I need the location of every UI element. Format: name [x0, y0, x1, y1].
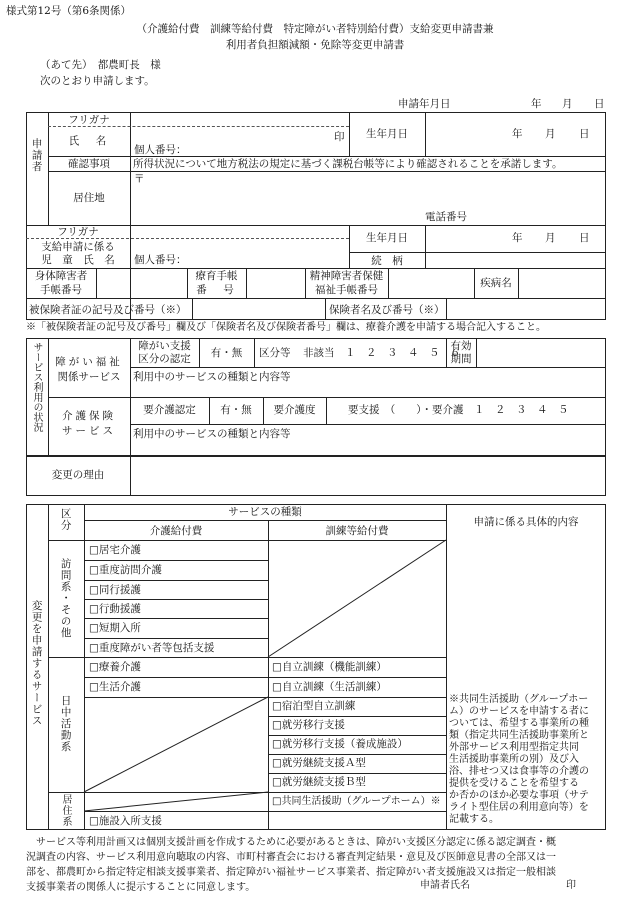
- training-item-employment-b[interactable]: □就労継続支援Ｂ型: [272, 776, 366, 788]
- insurer-label: 保険者名及び番号（※）: [329, 304, 445, 316]
- rehab-handbook-label-2: 番 号: [196, 284, 237, 296]
- home-item-facility-admission[interactable]: □施設入所支援: [89, 815, 162, 827]
- applicant-birth-day: 日: [579, 128, 590, 140]
- child-furigana-label: フリガナ: [57, 226, 99, 238]
- change-reason-label: 変更の理由: [51, 469, 105, 481]
- care-insurance-label-2: サービス: [62, 425, 116, 437]
- insurance-note: ※「被保険者証の記号及び番号」欄及び「保険者名及び保険者番号」欄は、療養介護を申請する場合記入すること。: [26, 322, 546, 333]
- support-class-cert-2: 区分の認定: [138, 353, 191, 365]
- support-class-cert-1: 障がい支援: [138, 340, 191, 352]
- applicant-name-label: 氏 名: [68, 135, 110, 147]
- category-label: 区分: [59, 508, 72, 531]
- valid-period-label-1: 有効: [450, 340, 472, 352]
- visit-group-label: 訪問系・その他: [59, 558, 72, 639]
- care-benefit-header: 介護給付費: [149, 525, 203, 537]
- training-item-employment-transition[interactable]: □就労移行支援: [272, 719, 345, 731]
- training-item-lodging[interactable]: □宿泊型自立訓練: [272, 700, 356, 712]
- welfare-current-services: 利用中のサービスの種類と内容等: [133, 371, 291, 383]
- child-birth-day: 日: [579, 232, 590, 244]
- child-birth-month: 月: [545, 232, 556, 244]
- application-date-label: 申請年月日: [398, 98, 451, 110]
- training-benefit-header: 訓練等給付費: [325, 525, 389, 537]
- home-group-label: 居住系: [60, 794, 71, 827]
- applicant-birth-month: 月: [545, 128, 556, 140]
- child-mynumber-label: 個人番号：: [134, 254, 187, 266]
- physical-handbook-label-2: 手帳番号: [40, 284, 82, 296]
- signer-seal-mark: 印: [566, 880, 576, 891]
- details-field[interactable]: [447, 541, 605, 691]
- physical-handbook-label-1: 身体障害者: [34, 270, 88, 282]
- child-name-label-2: 児 童 氏 名: [41, 254, 115, 266]
- training-item-group-home[interactable]: □共同生活援助（グループホーム）※: [272, 796, 441, 807]
- class-label: 区分等: [259, 347, 291, 359]
- visit-item-behavior[interactable]: □行動援護: [89, 603, 141, 615]
- signer-name-label: 申請者氏名: [420, 880, 470, 891]
- intro-text: 次のとおり申請します。: [40, 75, 155, 87]
- insured-number-label: 被保険者証の記号及び番号（※）: [29, 304, 187, 316]
- address-label: 居住地: [73, 192, 105, 204]
- care-insurance-label-1: 介護保険: [62, 410, 116, 422]
- applicant-furigana-label: フリガナ: [68, 114, 110, 126]
- child-birth-label: 生年月日: [366, 232, 408, 244]
- valid-period-label-2: 期間: [450, 353, 472, 365]
- mental-handbook-label-1: 精神障害者保健: [309, 270, 384, 282]
- applicant-section-label: 申請者: [30, 138, 43, 173]
- visit-item-home-care[interactable]: □居宅介護: [89, 544, 141, 556]
- visit-item-severe-visit[interactable]: □重度訪問介護: [89, 564, 162, 576]
- group-home-note: ※共同生活援助（グループホー ム）のサービスを申請する者に ついては、希望する事業所の種 類（指定共同生活援助事業所と 外部サービス利用型指定共同 生活援助事業所の別）及び入 浴、排せつ又は食事等の介護の 提供を受けることを希望する か否かのほか必要な事項（サテ ライト型住居の利用意向等）を 記載する。: [449, 694, 589, 825]
- addressee: （あて先） 都農町長 様: [40, 59, 161, 71]
- care-cert-yes-no[interactable]: 有・無: [220, 404, 252, 416]
- welfare-label-2: 関係サービス: [57, 371, 121, 383]
- day-item-life-care[interactable]: □生活介護: [89, 681, 141, 693]
- service-status-section-label: サービス利用の状況: [31, 342, 42, 432]
- mental-handbook-label-2: 福祉手帳番号: [315, 284, 378, 296]
- confirm-label: 確認事項: [68, 158, 110, 170]
- class-options[interactable]: 非該当 １ ２ ３ ４ ５ ６: [303, 347, 461, 359]
- change-section-label: 変更を申請するサービス: [30, 600, 43, 727]
- applicant-mynumber-label: 個人番号：: [134, 144, 187, 156]
- applicant-birth-label: 生年月日: [366, 128, 408, 140]
- care-degree-label: 要介護度: [273, 404, 316, 416]
- applicant-seal-mark: 印: [334, 131, 345, 143]
- postal-mark: 〒: [134, 173, 145, 185]
- care-current-services: 利用中のサービスの種類と内容等: [133, 428, 291, 440]
- day-group-label: 日中活動系: [59, 695, 72, 753]
- relation-label: 続 柄: [371, 255, 403, 267]
- confirm-text: 所得状況について地方税法の規定に基づく課税台帳等により確認されることを承諾します。: [133, 158, 563, 170]
- month-label: 月: [562, 98, 573, 110]
- signer-name-field[interactable]: [472, 879, 562, 893]
- welfare-label-1: 障がい福祉: [55, 356, 123, 368]
- details-header: 申請に係る具体的内容: [473, 516, 579, 528]
- form-title-line2: 利用者負担額減額・免除等変更申請書: [225, 39, 405, 51]
- training-item-life[interactable]: □自立訓練（生活訓練）: [272, 681, 387, 693]
- training-item-employment-training-facility[interactable]: □就労移行支援（養成施設）: [272, 738, 408, 750]
- year-label: 年: [531, 98, 542, 110]
- visit-item-accompany[interactable]: □同行援護: [89, 584, 141, 596]
- day-label: 日: [594, 98, 605, 110]
- form-number: 様式第12号（第6条関係）: [6, 5, 132, 17]
- rehab-handbook-label-1: 療育手帳: [195, 270, 238, 282]
- visit-item-short-stay[interactable]: □短期入所: [89, 622, 141, 634]
- child-birth-year: 年: [512, 232, 523, 244]
- disease-label: 疾病名: [480, 277, 512, 289]
- consent-statement: サービス等利用計画又は個別支援計画を作成するために必要があるときは、障がい支援区分認定に係る認定調査・概 況調査の内容、サービス利用意向聴取の内容、市町村審査会における審査判定結果・意見及び医師意見書の全部又は一 部を、都農町から指定特定相談支援事業者、指定障がい福祉サービス事業者、指定障がい者支援施設又は指定一般相談 支援事業者の関係人に提示することに同意します。: [26, 837, 556, 893]
- applicant-birth-year: 年: [512, 128, 523, 140]
- training-item-employment-a[interactable]: □就労継続支援Ａ型: [272, 757, 366, 769]
- child-name-label-1: 支給申請に係る: [41, 241, 115, 253]
- care-degree-options[interactable]: 要支援 （ ）・要介護 １ ２ ３ ４ ５: [348, 404, 569, 416]
- training-item-function[interactable]: □自立訓練（機能訓練）: [272, 661, 387, 673]
- support-cert-yes-no[interactable]: 有・無: [210, 347, 243, 359]
- phone-label: 電話番号: [425, 211, 467, 223]
- day-item-medical-care[interactable]: □療養介護: [89, 661, 141, 673]
- visit-item-comprehensive[interactable]: □重度障がい者等包括支援: [89, 642, 215, 654]
- care-cert-label: 要介護認定: [143, 404, 196, 416]
- service-type-header: サービスの種類: [228, 506, 302, 518]
- form-title-line1: （介護給付費 訓練等給付費 特定障がい者特別給付費）支給変更申請書兼: [136, 23, 494, 35]
